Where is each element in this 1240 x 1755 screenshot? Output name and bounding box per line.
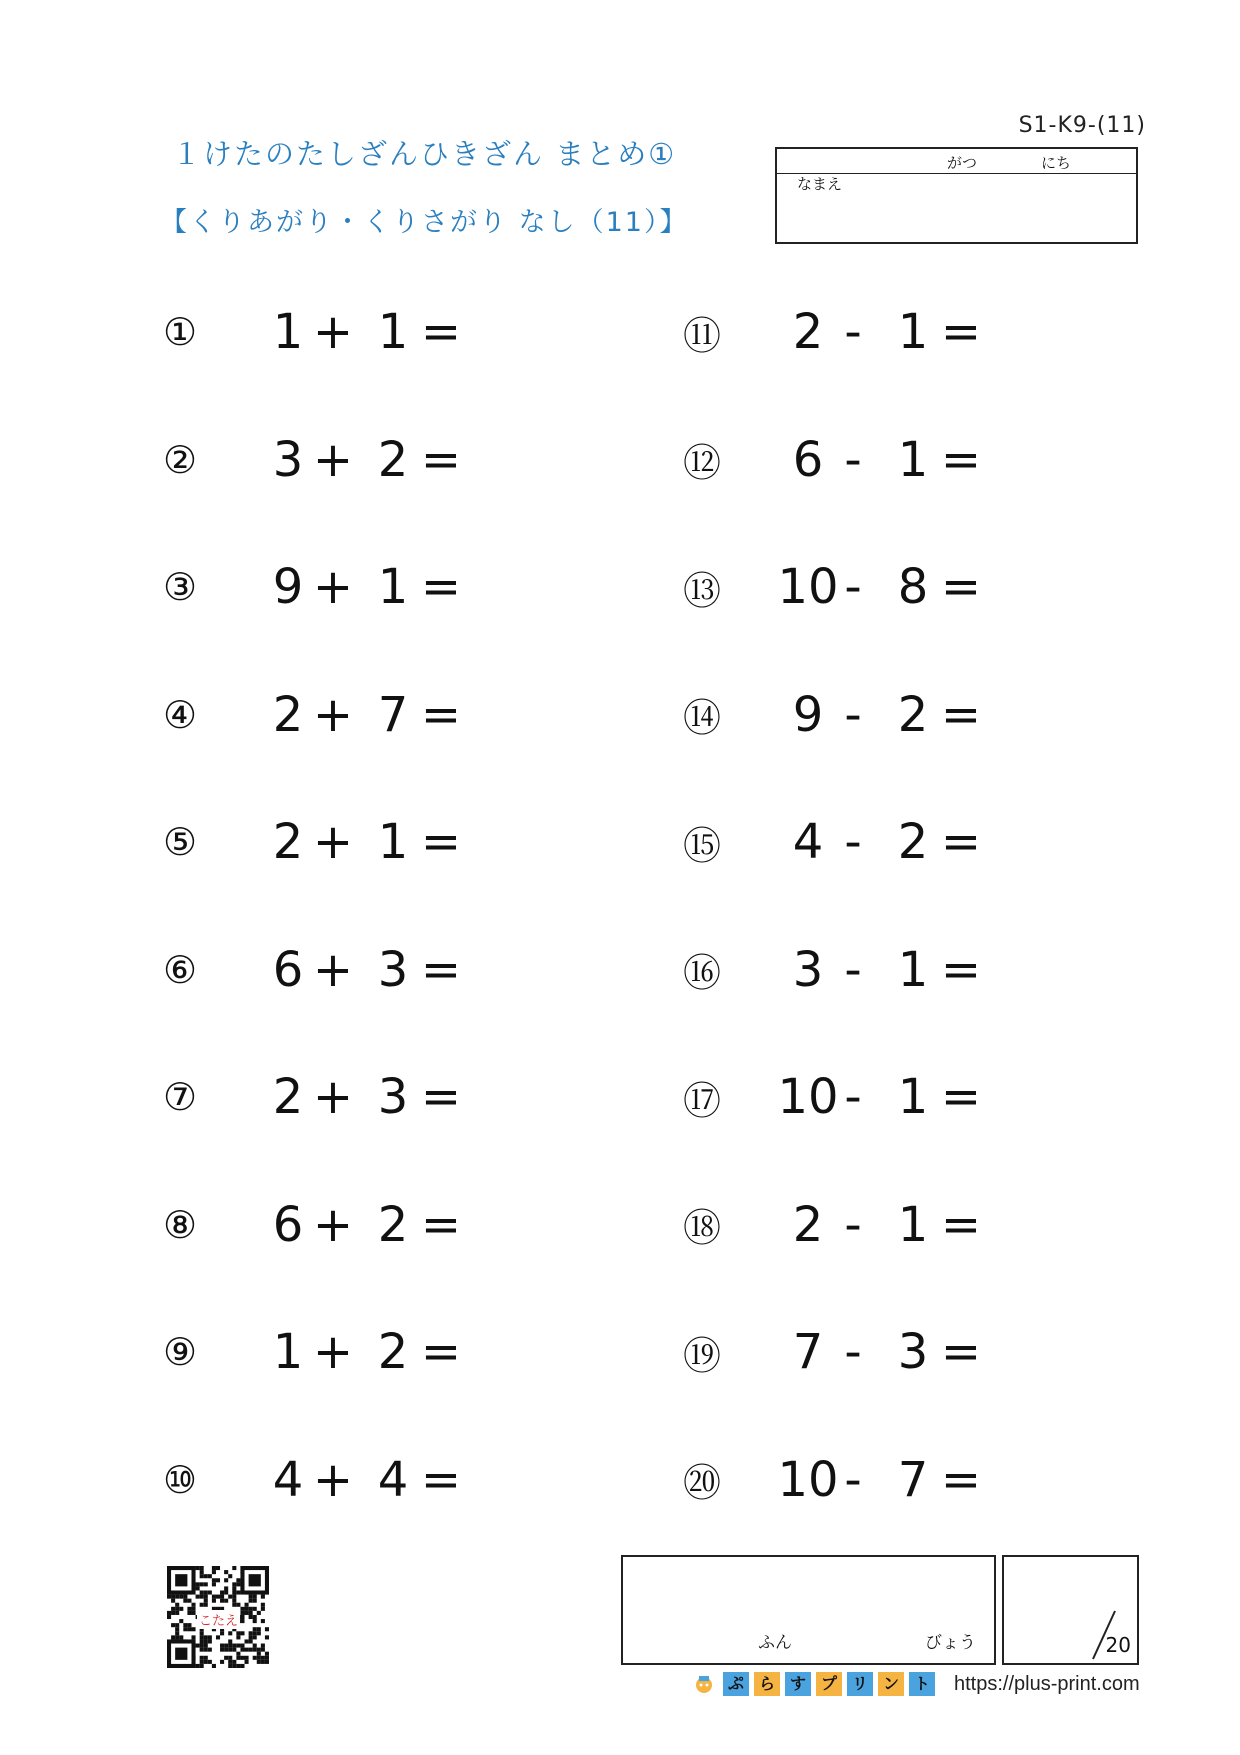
problem-a: 2 xyxy=(272,814,304,870)
name-date-box[interactable] xyxy=(775,147,1138,244)
problem-a: 3 xyxy=(792,941,824,998)
problem-op: + xyxy=(312,559,354,615)
problem-a: 2 xyxy=(272,1069,304,1125)
problem-b: 3 xyxy=(377,1069,409,1125)
problem-num: ⑯ xyxy=(683,951,722,995)
problem-op: - xyxy=(844,1069,862,1125)
worksheet-code: S1-K9-(11) xyxy=(1018,113,1146,138)
problem-op: + xyxy=(312,1324,354,1380)
problem-op: - xyxy=(844,304,862,360)
problem-a: 3 xyxy=(272,431,304,488)
problem-row xyxy=(163,1450,503,1510)
problem-num: ⑭ xyxy=(683,696,722,740)
problem-b: 1 xyxy=(897,431,929,488)
problem-row xyxy=(683,1195,1023,1255)
problem-row xyxy=(683,1067,1023,1127)
problem-num: ⑩ xyxy=(163,1457,198,1502)
problem-row xyxy=(683,1450,1023,1510)
problem-eq: = xyxy=(420,814,462,870)
score-box[interactable] xyxy=(1002,1555,1139,1665)
logo-char: す xyxy=(785,1672,811,1696)
time-box[interactable] xyxy=(621,1555,996,1665)
problem-num: ⑰ xyxy=(683,1078,722,1123)
problem-a: 1 xyxy=(272,1324,304,1380)
problem-b: 2 xyxy=(897,814,929,870)
problem-b: 2 xyxy=(377,431,409,488)
problem-row xyxy=(683,557,1023,617)
problem-b: 1 xyxy=(377,814,409,870)
problem-eq: = xyxy=(940,814,982,870)
problem-b: 2 xyxy=(377,1324,409,1380)
problem-a: 1 xyxy=(272,304,304,360)
seconds-label: びょう xyxy=(925,1633,976,1653)
problem-eq: = xyxy=(940,686,982,743)
problem-row xyxy=(163,430,503,490)
score-total: 20 xyxy=(1105,1633,1131,1657)
problem-a: 6 xyxy=(272,1196,304,1253)
problem-eq: = xyxy=(420,559,462,615)
problem-row xyxy=(683,302,1023,362)
problem-b: 7 xyxy=(377,686,409,743)
logo-char: ら xyxy=(754,1672,780,1696)
problem-num: ⑥ xyxy=(163,947,198,992)
problem-num: ⑨ xyxy=(163,1330,198,1374)
footer xyxy=(693,1672,1140,1696)
logo-char: ぷ xyxy=(723,1672,749,1696)
problem-eq: = xyxy=(940,941,982,998)
logo-mascot-icon xyxy=(693,1673,715,1695)
month-label: がつ xyxy=(947,154,978,172)
problem-eq: = xyxy=(940,1324,982,1380)
problem-a: 4 xyxy=(792,814,824,870)
problem-op: + xyxy=(312,686,354,743)
problem-op: + xyxy=(312,1196,354,1253)
problem-row xyxy=(163,1067,503,1127)
problem-eq: = xyxy=(940,1196,982,1253)
problem-b: 8 xyxy=(897,559,929,615)
site-logo[interactable] xyxy=(723,1672,940,1696)
problem-row xyxy=(163,812,503,872)
problem-num: ③ xyxy=(163,565,198,609)
problem-op: + xyxy=(312,431,354,488)
problem-num: ② xyxy=(163,437,198,482)
problem-b: 2 xyxy=(377,1196,409,1253)
problem-a: 10 xyxy=(777,1069,839,1125)
problem-a: 2 xyxy=(792,304,824,360)
problem-b: 1 xyxy=(377,304,409,360)
problem-row xyxy=(163,1322,503,1382)
problem-a: 10 xyxy=(777,559,839,615)
problem-num: ① xyxy=(163,310,198,354)
problem-b: 1 xyxy=(897,1196,929,1253)
problem-op: + xyxy=(312,941,354,998)
problem-row xyxy=(163,302,503,362)
logo-char: ン xyxy=(878,1672,904,1696)
problem-a: 2 xyxy=(792,1196,824,1253)
problem-row xyxy=(683,430,1023,490)
problem-op: + xyxy=(312,1069,354,1125)
problem-row xyxy=(163,1195,503,1255)
problem-num: ⑪ xyxy=(683,313,722,358)
problem-num: ④ xyxy=(163,692,198,737)
problem-op: - xyxy=(844,1451,862,1508)
problem-b: 7 xyxy=(897,1451,929,1508)
problem-b: 2 xyxy=(897,686,929,743)
problem-a: 6 xyxy=(272,941,304,998)
problem-eq: = xyxy=(940,431,982,488)
problem-eq: = xyxy=(420,1451,462,1508)
problem-b: 3 xyxy=(377,941,409,998)
problem-eq: = xyxy=(940,559,982,615)
problem-op: - xyxy=(844,686,862,743)
problem-a: 4 xyxy=(272,1451,304,1508)
problem-eq: = xyxy=(940,304,982,360)
problem-num: ⑧ xyxy=(163,1202,198,1247)
minutes-label: ふん xyxy=(758,1633,792,1653)
problem-num: ⑦ xyxy=(163,1075,198,1119)
problem-b: 1 xyxy=(897,941,929,998)
problem-eq: = xyxy=(940,1451,982,1508)
problem-row xyxy=(683,812,1023,872)
problem-num: ⑫ xyxy=(683,441,722,485)
problem-row xyxy=(163,557,503,617)
problem-op: + xyxy=(312,1451,354,1508)
problem-a: 2 xyxy=(272,686,304,743)
problem-op: - xyxy=(844,941,862,998)
problem-a: 6 xyxy=(792,431,824,488)
problem-op: + xyxy=(312,814,354,870)
problem-a: 7 xyxy=(792,1324,824,1380)
logo-char: リ xyxy=(847,1672,873,1696)
site-url[interactable]: https://plus-print.com xyxy=(954,1672,1140,1695)
problem-row xyxy=(163,685,503,745)
problem-eq: = xyxy=(420,1196,462,1253)
date-row xyxy=(777,149,1136,174)
problem-num: ⑤ xyxy=(163,820,198,864)
problem-op: - xyxy=(844,431,862,488)
problem-b: 1 xyxy=(897,1069,929,1125)
problem-op: - xyxy=(844,1324,862,1380)
problem-num: ⑲ xyxy=(683,1333,722,1378)
page-subtitle: 【くりあがり・くりさがり なし（11）】 xyxy=(160,207,689,238)
problem-row xyxy=(163,940,503,1000)
problem-eq: = xyxy=(420,431,462,488)
problem-row xyxy=(683,1322,1023,1382)
problem-eq: = xyxy=(420,304,462,360)
problem-a: 9 xyxy=(792,686,824,743)
page-title: １けたのたしざんひきざん まとめ① xyxy=(172,137,677,171)
name-label: なまえ xyxy=(797,175,843,193)
problem-eq: = xyxy=(420,686,462,743)
problem-eq: = xyxy=(940,1069,982,1125)
logo-char: ト xyxy=(909,1672,935,1696)
problem-a: 9 xyxy=(272,559,304,615)
problem-num: ⑳ xyxy=(683,1461,722,1505)
problem-a: 10 xyxy=(777,1451,839,1508)
problem-row xyxy=(683,685,1023,745)
problem-b: 4 xyxy=(377,1451,409,1508)
problem-op: + xyxy=(312,304,354,360)
problem-eq: = xyxy=(420,941,462,998)
logo-char: プ xyxy=(816,1672,842,1696)
problem-row xyxy=(683,940,1023,1000)
problem-eq: = xyxy=(420,1069,462,1125)
problem-num: ⑬ xyxy=(683,568,722,613)
qr-answer-label: こたえ xyxy=(197,1610,240,1629)
problem-b: 3 xyxy=(897,1324,929,1380)
problem-b: 1 xyxy=(897,304,929,360)
problem-num: ⑮ xyxy=(683,823,722,868)
problem-b: 1 xyxy=(377,559,409,615)
problem-eq: = xyxy=(420,1324,462,1380)
problem-op: - xyxy=(844,814,862,870)
problem-op: - xyxy=(844,1196,862,1253)
problem-op: - xyxy=(844,559,862,615)
day-label: にち xyxy=(1041,154,1072,172)
problem-num: ⑱ xyxy=(683,1206,722,1250)
